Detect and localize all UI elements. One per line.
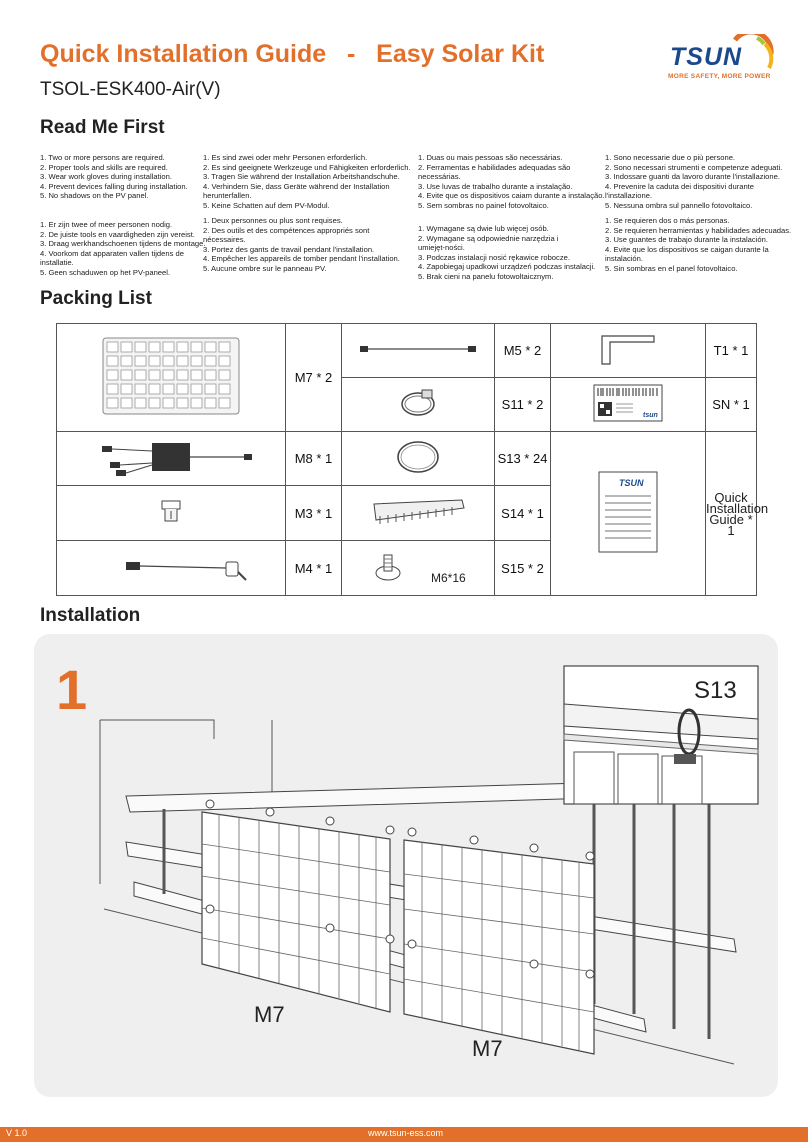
logo-text: TSUN [670,43,743,71]
read-me-spanish: 1. Se requieren dos o más personas. 2. Se requieren herramientas y habilidades adecuadas. 3. Use guantes de trabajo durante la instalación. 4. Evite que los dispositivos se caigan durante la instalación. 5. Sin sombras en el panel fotovoltaico. [605,216,792,273]
logo-slogan: MORE SAFETY, MORE POWER [668,73,771,80]
pv-panel-image [57,324,286,432]
item-guide-label: Quick Installation Guide * 1 [706,432,757,596]
mounting-rail-icon [368,496,468,528]
read-me-dutch: 1. Er zijn twee of meer personen nodig. 2. De juiste tools en vaardigheden zijn vereist. 3. Draag werkhandschoenen tijdens de montage. 4. Voorkom dat apparaten vallen tijdens de installatie. 5. Geen schaduwen op het PV-paneel. [40,220,206,277]
footer-website[interactable]: www.tsun-ess.com [368,1128,444,1138]
read-me-italian: 1. Sono necessarie due o più persone. 2. Sono necessari strumenti e competenze adeguati. 3. Indossare guanti da lavoro durante l'installazione. 4. Prevenire la caduta dei dispositivi durante l'installazione. 5. Nessuna ombra sul pannello fotovoltaico. [605,153,783,210]
item-s11-label: S11 * 2 [495,378,551,432]
microinverter-icon [86,435,256,479]
footer-version: V 1.0 [6,1128,28,1138]
item-s13-label: S13 * 24 [495,432,551,486]
installation-step-panel [34,634,778,1097]
step-number: 1 [56,658,88,721]
item-sn-label: SN * 1 [706,378,757,432]
grounding-clip-icon [159,499,183,525]
item-m7-label: M7 * 2 [286,324,342,432]
ac-plug-cable-icon [86,550,256,584]
read-me-french: 1. Deux personnes ou plus sont requises. 2. Des outils et des compétences appropriés sont nécessaires. 3. Portez des gants de travail pendant l'installation. 4. Empêcher les appareils de tomber pendant l'installation. 5. Aucune ombre sur le panneau PV. [203,216,400,273]
installation-diagram [34,634,778,1097]
mounting-rail-image [342,486,495,541]
footer-bar [0,1127,808,1142]
read-me-polish: 1. Wymagane są dwie lub więcej osób. 2. Wymagane są odpowiednie narzędzia i umiejęt-ności. 3. Podczas instalacji nosić rękawice robocze. 4. Zapobiegaj upadkowi urządzeń podczas instalacji. 5. Brak cieni na panelu fotowoltaicznym. [418,224,596,281]
cable-tie-icon [393,437,443,477]
detail-label-s13: S13 [694,677,737,704]
label-m7-left: M7 [254,1002,285,1027]
installation-heading: Installation [40,605,141,626]
hose-clamp-icon [394,386,442,420]
item-m3-label: M3 * 1 [286,486,342,541]
hex-key-image [551,324,706,378]
quick-guide-booklet-icon [597,470,659,554]
svg-text:TSUN: TSUN [619,478,644,488]
read-me-portuguese: 1. Duas ou mais pessoas são necessárias. 2. Ferramentas e habilidades adequadas são necessárias. 3. Use luvas de trabalho durante a instalação. 4. Evite que os dispositivos caiam durante a instalação. 5. Sem sombras no painel fotovoltaico. [418,153,605,210]
serial-number-label-icon [593,384,663,422]
extension-cable-icon [358,342,478,356]
m6-note: M6*16 [431,570,466,585]
screw-icon [348,547,488,587]
pv-panel-icon [101,336,241,416]
microinverter-image [57,432,286,486]
item-m8-label: M8 * 1 [286,432,342,486]
ac-cable-image [57,541,286,596]
cable-m5-image [342,324,495,378]
packing-list-table [56,323,769,596]
read-me-heading: Read Me First [40,117,165,138]
read-me-german: 1. Es sind zwei oder mehr Personen erforderlich. 2. Es sind geeignete Werkzeuge und Fähigkeiten erforderlich. 3. Tragen Sie während der Installation Arbeitshandschuhe. 4. Verhindern Sie, dass Geräte während der Installation herunterfallen. 5. Keine Schatten auf dem PV-Modul. [203,153,411,210]
item-m5-label: M5 * 2 [495,324,551,378]
cable-tie-image [342,432,495,486]
grounding-clip-image [57,486,286,541]
screw-image [342,541,495,596]
svg-text:tsun: tsun [643,412,658,419]
document-title: Quick Installation Guide - Easy Solar Kit [40,40,545,68]
item-t1-label: T1 * 1 [706,324,757,378]
item-m4-label: M4 * 1 [286,541,342,596]
read-me-english: 1. Two or more persons are required. 2. Proper tools and skills are required. 3. Wear work gloves during installation. 4. Prevent devices falling during installation. 5. No shadows on the PV panel. [40,153,188,201]
hose-clamp-image [342,378,495,432]
quick-guide-image [551,432,706,596]
packing-list-heading: Packing List [40,288,152,309]
label-m7-right: M7 [472,1036,503,1061]
sn-label-image [551,378,706,432]
item-s14-label: S14 * 1 [495,486,551,541]
model-number: TSOL-ESK400-Air(V) [40,79,221,100]
item-s15-label: S15 * 2 [495,541,551,596]
hex-key-icon [598,332,658,366]
